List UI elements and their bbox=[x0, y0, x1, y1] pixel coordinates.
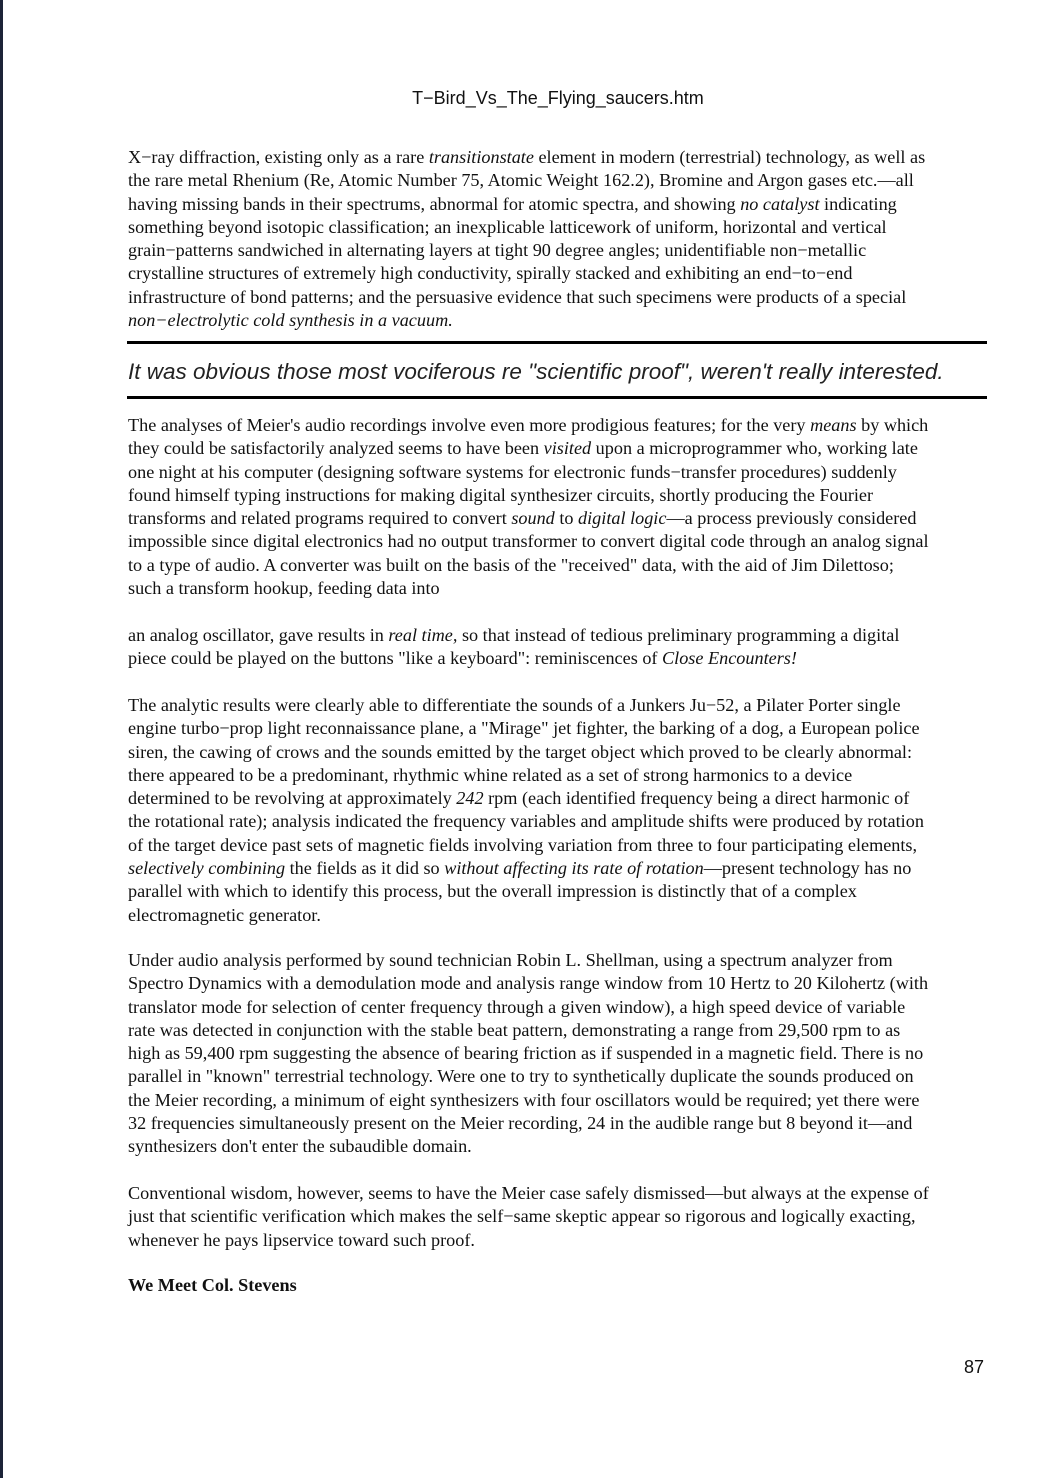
italic-text: no catalyst bbox=[740, 193, 820, 214]
text-segment: the rare metal Rhenium (Re, Atomic Number 75, Atomic Weight 162.2), Bromine and Argon gases etc.—all bbox=[128, 170, 914, 191]
text-line bbox=[128, 694, 924, 717]
italic-text: visited bbox=[543, 438, 592, 459]
text-segment: The analytic results were clearly able to differentiate the sounds of a Junkers Ju−52, a Pilater Porter single bbox=[128, 695, 901, 715]
text-line bbox=[128, 972, 928, 995]
text-segment: the rotational rate); analysis indicated the frequency variables and amplitude shifts were produced by rotation bbox=[128, 811, 924, 832]
text-segment: electromagnetic generator. bbox=[128, 904, 321, 925]
text-segment: engine turbo−prop light reconnaissance plane, a "Mirage" jet fighter, the barking of a dog, a European police bbox=[128, 718, 920, 739]
text-segment: one night at his computer (designing software systems for electronic funds−transfer procedures) suddenly bbox=[128, 461, 897, 482]
text-segment: to bbox=[554, 508, 579, 529]
text-segment: element in modern (terrestrial) technology, as well as bbox=[533, 147, 926, 167]
text-segment: upon a microprogrammer who, working late bbox=[591, 438, 918, 459]
text-line bbox=[128, 577, 929, 600]
text-line bbox=[128, 1229, 929, 1252]
text-line bbox=[128, 437, 929, 460]
text-line bbox=[128, 554, 929, 577]
text-segment: X−ray diffraction, existing only as a rare bbox=[128, 147, 429, 167]
paragraph bbox=[128, 1182, 929, 1252]
text-segment: impossible since digital electronics had no output transformer to convert digital code through an analog signal bbox=[128, 531, 929, 552]
text-segment: crystalline structures of extremely high conductivity, spirally stacked and exhibiting an end−to−end bbox=[128, 263, 853, 284]
text-segment: siren, the cawing of crows and the sounds emitted by the target object which proved to be clearly abnormal: bbox=[128, 741, 913, 762]
italic-text: digital logic bbox=[578, 508, 667, 529]
italic-text: real time, bbox=[388, 625, 458, 645]
text-segment: piece could be played on the buttons "like a keyboard": reminiscences of bbox=[128, 648, 663, 669]
divider-bottom bbox=[127, 396, 987, 399]
text-line bbox=[128, 996, 928, 1019]
text-line bbox=[128, 880, 924, 903]
text-segment: to a type of audio. A converter was built on the basis of the "received" data, with the aid of Jim Dilettoso; bbox=[128, 554, 894, 575]
italic-text: without affecting its rate of rotation bbox=[444, 858, 704, 879]
text-segment: of the target device past sets of magnetic fields involving variation from three to four participating elements, bbox=[128, 834, 918, 855]
text-line bbox=[128, 787, 924, 810]
text-segment: parallel with which to identify this process, but the overall impression is distinctly that of a complex bbox=[128, 881, 857, 902]
italic-text: Close Encounters! bbox=[662, 648, 797, 669]
text-line bbox=[128, 1112, 928, 1135]
text-segment: transforms and related programs required to convert bbox=[128, 508, 512, 529]
text-segment: determined to be revolving at approximately bbox=[128, 788, 457, 809]
text-segment: rate was detected in conjunction with the stable beat pattern, demonstrating a range from 29,500 rpm to as bbox=[128, 1019, 901, 1040]
text-line bbox=[128, 647, 899, 670]
text-segment: rpm (each identified frequency being a direct harmonic of bbox=[483, 788, 910, 809]
text-line bbox=[128, 262, 925, 285]
pull-quote: It was obvious those most vociferous re "scientific proof", weren't really interested. bbox=[128, 359, 944, 384]
text-line bbox=[128, 810, 924, 833]
text-line bbox=[128, 1135, 928, 1158]
text-segment: just that scientific verification which makes the self−same skeptic appear so rigorous and logically exacting, bbox=[128, 1206, 916, 1227]
text-line bbox=[128, 624, 899, 647]
text-segment: The analyses of Meier's audio recordings involve even more prodigious features; for the very bbox=[128, 415, 811, 435]
text-segment: there appeared to be a predominant, rhythmic whine related as a set of strong harmonics to a device bbox=[128, 764, 853, 785]
document-title: T−Bird_Vs_The_Flying_saucers.htm bbox=[412, 88, 704, 108]
section-heading: We Meet Col. Stevens bbox=[128, 1275, 297, 1295]
text-line bbox=[128, 414, 929, 437]
text-line bbox=[128, 169, 925, 192]
text-segment: such a transform hookup, feeding data into bbox=[128, 578, 440, 599]
text-segment: something beyond isotopic classification; an inexplicable latticework of uniform, horizontal and vertical bbox=[128, 216, 887, 237]
text-line bbox=[128, 904, 924, 927]
italic-text: selectively combining bbox=[128, 858, 286, 879]
italic-text: means bbox=[810, 415, 857, 435]
page-number: 87 bbox=[964, 1357, 985, 1377]
italic-text: transitionstate bbox=[428, 147, 534, 167]
text-segment: grain−patterns sandwiched in alternating layers at tight 90 degree angles; unidentifiable non−metallic bbox=[128, 240, 867, 261]
paragraph bbox=[128, 949, 928, 1159]
text-segment: indicating bbox=[819, 193, 897, 214]
text-segment: 32 frequencies simultaneously present on the Meier recording, 24 in the audible range but 8 beyond it—and bbox=[128, 1113, 913, 1134]
text-segment: Conventional wisdom, however, seems to have the Meier case safely dismissed—but always at the expense of bbox=[128, 1183, 929, 1203]
text-line bbox=[128, 461, 929, 484]
text-segment: they could be satisfactorily analyzed seems to have been bbox=[128, 438, 544, 459]
text-line bbox=[128, 1065, 928, 1088]
text-segment: the Meier recording, a minimum of eight synthesizers with four oscillators would be required; yet there were bbox=[128, 1089, 920, 1110]
divider-top bbox=[127, 341, 987, 344]
text-line bbox=[128, 530, 929, 553]
text-segment: infrastructure of bond patterns; and the persuasive evidence that such specimens were products of a special bbox=[128, 286, 907, 307]
italic-text: non−electrolytic cold synthesis in a vacuum. bbox=[128, 310, 453, 331]
text-segment: Spectro Dynamics with a demodulation mode and analysis range window from 10 Hertz to 20 Kilohertz (with bbox=[128, 973, 929, 994]
text-segment: —present technology has no bbox=[703, 858, 912, 879]
text-line bbox=[128, 286, 925, 309]
text-line bbox=[128, 239, 925, 262]
text-line bbox=[128, 949, 928, 972]
text-segment: —a process previously considered bbox=[666, 508, 917, 529]
text-segment: so that instead of tedious preliminary programming a digital bbox=[457, 625, 900, 645]
paragraph bbox=[128, 146, 925, 332]
text-segment: translator mode for selection of center frequency through a given window), a high speed device of variable bbox=[128, 996, 906, 1017]
text-line bbox=[128, 741, 924, 764]
paragraph bbox=[128, 414, 929, 600]
text-segment: by which bbox=[856, 415, 929, 435]
text-segment: high as 59,400 rpm suggesting the absence of bearing friction as if suspended in a magnetic field. There is no bbox=[128, 1043, 924, 1064]
text-line bbox=[128, 1042, 928, 1065]
text-line bbox=[128, 146, 925, 169]
text-segment: the fields as it did so bbox=[285, 858, 445, 879]
text-line bbox=[128, 193, 925, 216]
text-line bbox=[128, 484, 929, 507]
italic-text: 242 bbox=[456, 788, 484, 809]
paragraph bbox=[128, 694, 924, 927]
text-segment: found himself typing instructions for making digital synthesizer circuits, shortly producing the Fourier bbox=[128, 484, 874, 505]
text-line bbox=[128, 1019, 928, 1042]
text-line bbox=[128, 1205, 929, 1228]
text-line bbox=[128, 717, 924, 740]
text-line bbox=[128, 216, 925, 239]
italic-text: sound bbox=[511, 508, 555, 529]
text-line bbox=[128, 1182, 929, 1205]
text-line bbox=[128, 834, 924, 857]
text-segment: synthesizers don't enter the subaudible domain. bbox=[128, 1136, 472, 1157]
text-segment: an analog oscillator, gave results in bbox=[128, 625, 389, 645]
text-segment: Under audio analysis performed by sound technician Robin L. Shellman, using a spectrum analyzer from bbox=[128, 950, 893, 970]
text-line bbox=[128, 1089, 928, 1112]
text-line bbox=[128, 764, 924, 787]
page-left-border bbox=[0, 0, 3, 1478]
text-segment: parallel in "known" terrestrial technology. Were one to try to synthetically duplicate the sounds produced on bbox=[128, 1066, 914, 1087]
text-line bbox=[128, 309, 925, 332]
paragraph bbox=[128, 624, 899, 671]
text-segment: having missing bands in their spectrums, abnormal for atomic spectra, and showing bbox=[128, 193, 741, 214]
text-segment: whenever he pays lipservice toward such proof. bbox=[128, 1229, 475, 1250]
text-line bbox=[128, 857, 924, 880]
text-line bbox=[128, 507, 929, 530]
